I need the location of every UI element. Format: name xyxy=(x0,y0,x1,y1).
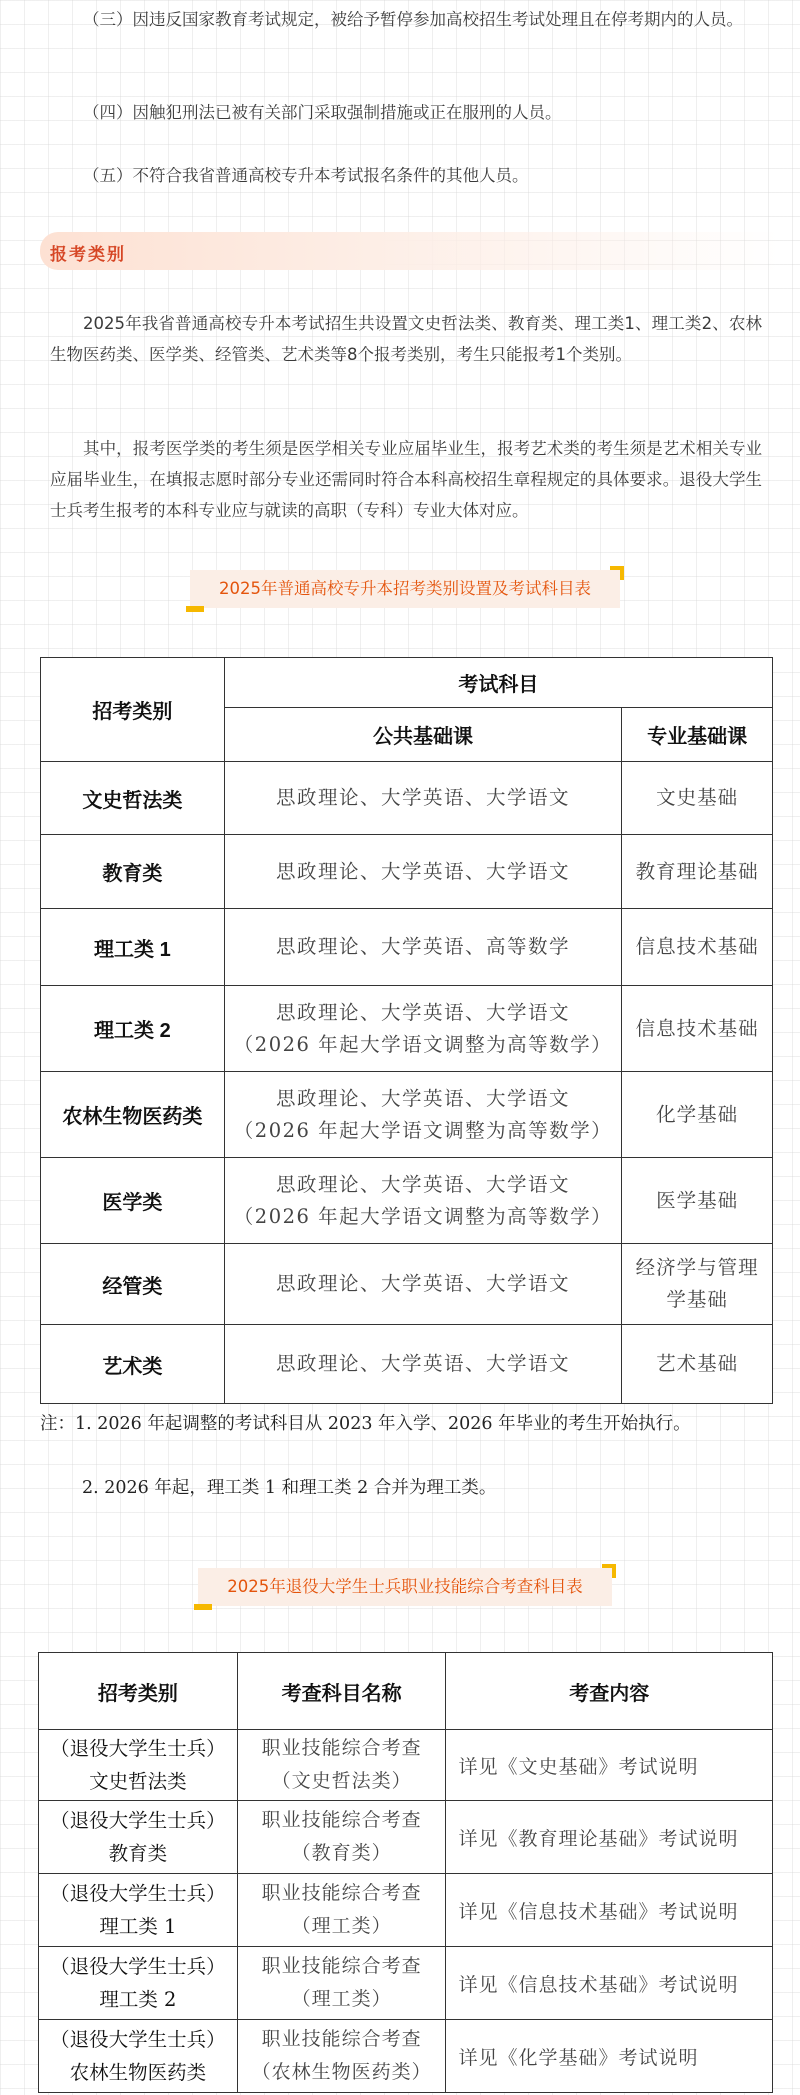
subject-line: （教育类） xyxy=(291,1842,392,1864)
subject-cell xyxy=(237,1874,446,1947)
table1-title: 2025年普通高校专升本招考类别设置及考试科目表 xyxy=(219,579,591,598)
subject-line: 职业技能综合考查 xyxy=(261,2028,422,2050)
banner-corner-decoration xyxy=(602,1564,616,1578)
content-cell: 详见《信息技术基础》考试说明 xyxy=(446,1874,773,1947)
public-course-cell xyxy=(224,1072,621,1158)
subject-cell xyxy=(237,1730,446,1801)
public-course-cell xyxy=(224,1158,621,1244)
note-2: 2. 2026 年起，理工类 1 和理工类 2 合并为理工类。 xyxy=(82,1478,497,1498)
table-row xyxy=(41,762,773,835)
special-course-cell xyxy=(622,1072,773,1158)
table-row xyxy=(41,1325,773,1404)
table1-title-banner xyxy=(190,570,620,608)
category-cell: 理工类 1 xyxy=(41,909,225,986)
content-cell: 详见《文史基础》考试说明 xyxy=(446,1730,773,1801)
public-course-line: （2026 年起大学语文调整为高等数学） xyxy=(233,1204,613,1228)
section-heading xyxy=(40,232,780,270)
special-course-cell xyxy=(622,1244,773,1325)
table-row xyxy=(41,835,773,909)
special-course-line: 文史基础 xyxy=(656,786,739,809)
category-line: （退役大学生士兵） xyxy=(50,2028,226,2051)
public-course-cell xyxy=(224,762,621,835)
table1-header-exam: 考试科目 xyxy=(224,658,772,708)
category-cell xyxy=(39,1801,238,1874)
public-course-line: 思政理论、大学英语、大学语文 xyxy=(275,786,570,809)
category-line: （退役大学生士兵） xyxy=(50,1737,226,1760)
subject-line: （文史哲法类） xyxy=(271,1770,412,1792)
table-row xyxy=(41,1158,773,1244)
special-course-cell xyxy=(622,835,773,909)
category-line: 教育类 xyxy=(108,1842,168,1865)
table-row xyxy=(39,2020,773,2093)
public-course-cell xyxy=(224,835,621,909)
special-course-line: 艺术基础 xyxy=(656,1352,739,1375)
table-row xyxy=(41,909,773,986)
public-course-cell xyxy=(224,909,621,986)
special-course-cell xyxy=(622,986,773,1072)
subject-line: 职业技能综合考查 xyxy=(261,1955,422,1977)
category-line: 农林生物医药类 xyxy=(69,2061,207,2084)
intro-paragraph-4: （四）因触犯刑法已被有关部门采取强制措施或正在服刑的人员。 xyxy=(83,103,562,122)
table1-header-category: 招考类别 xyxy=(41,658,225,762)
category-line: 文史哲法类 xyxy=(89,1770,187,1793)
intro-paragraph-5: （五）不符合我省普通高校专升本考试报名条件的其他人员。 xyxy=(83,166,529,185)
special-course-line: 医学基础 xyxy=(656,1188,739,1212)
subject-line: 职业技能综合考查 xyxy=(261,1737,422,1759)
category-cell xyxy=(39,1874,238,1947)
special-course-line: 学基础 xyxy=(666,1288,728,1311)
public-course-line: 思政理论、大学英语、大学语文 xyxy=(275,1000,570,1024)
table-row xyxy=(39,1874,773,1947)
public-course-cell xyxy=(224,1244,621,1325)
table2-header-subject: 考查科目名称 xyxy=(237,1653,446,1730)
public-course-line: （2026 年起大学语文调整为高等数学） xyxy=(233,1118,613,1142)
category-cell: 文史哲法类 xyxy=(41,762,225,835)
category-line: （退役大学生士兵） xyxy=(50,1809,226,1832)
special-course-line: 化学基础 xyxy=(656,1102,739,1126)
special-course-cell xyxy=(622,1325,773,1404)
banner-corner-decoration xyxy=(186,606,204,612)
public-course-cell xyxy=(224,1325,621,1404)
special-course-line: 经济学与管理 xyxy=(635,1256,759,1279)
table1-header-public: 公共基础课 xyxy=(224,708,621,762)
exam-subject-table xyxy=(40,657,773,1404)
subject-line: （理工类） xyxy=(291,1988,392,2010)
category-cell xyxy=(39,1730,238,1801)
special-course-line: 信息技术基础 xyxy=(635,1016,759,1040)
category-cell xyxy=(39,2020,238,2093)
category-cell: 医学类 xyxy=(41,1158,225,1244)
table-row xyxy=(41,986,773,1072)
subject-line: 职业技能综合考查 xyxy=(261,1809,422,1831)
category-cell: 农林生物医药类 xyxy=(41,1072,225,1158)
content-cell: 详见《化学基础》考试说明 xyxy=(446,2020,773,2093)
table2-title-banner xyxy=(198,1568,612,1606)
public-course-line: 思政理论、大学英语、高等数学 xyxy=(275,935,570,958)
table-row xyxy=(39,1947,773,2020)
category-cell: 经管类 xyxy=(41,1244,225,1325)
category-line: 理工类 1 xyxy=(99,1915,177,1938)
banner-corner-decoration xyxy=(194,1604,212,1610)
banner-corner-decoration xyxy=(610,566,624,580)
category-line: （退役大学生士兵） xyxy=(50,1882,226,1905)
table-row xyxy=(39,1801,773,1874)
veteran-exam-table xyxy=(38,1652,773,2093)
category-cell xyxy=(39,1947,238,2020)
special-course-cell xyxy=(622,762,773,835)
content-cell: 详见《教育理论基础》考试说明 xyxy=(446,1801,773,1874)
table2-title: 2025年退役大学生士兵职业技能综合考查科目表 xyxy=(227,1577,583,1596)
body-paragraph-2: 其中，报考医学类的考生须是医学相关专业应届毕业生，报考艺术类的考生须是艺术相关专业应届毕业生，在填报志愿时部分专业还需同时符合本科高校招生章程规定的具体要求。退役大学生士兵考生报考的本科专业应与就读的高职（专科）专业大体对应。 xyxy=(50,439,762,520)
special-course-cell xyxy=(622,1158,773,1244)
subject-line: （理工类） xyxy=(291,1915,392,1937)
category-cell: 艺术类 xyxy=(41,1325,225,1404)
table-row xyxy=(41,1072,773,1158)
subject-cell xyxy=(237,1947,446,2020)
table1-header-special: 专业基础课 xyxy=(622,708,773,762)
subject-line: 职业技能综合考查 xyxy=(261,1882,422,1904)
table-row xyxy=(39,1730,773,1801)
public-course-cell xyxy=(224,986,621,1072)
section-heading-label: 报考类别 xyxy=(50,245,126,265)
subject-cell xyxy=(237,1801,446,1874)
table-row xyxy=(41,1244,773,1325)
category-line: （退役大学生士兵） xyxy=(50,1955,226,1978)
note-1: 注：1. 2026 年起调整的考试科目从 2023 年入学、2026 年毕业的考生开始执行。 xyxy=(40,1414,691,1434)
special-course-line: 信息技术基础 xyxy=(635,935,759,958)
special-course-line: 教育理论基础 xyxy=(635,859,759,883)
public-course-line: 思政理论、大学英语、大学语文 xyxy=(275,1086,570,1110)
public-course-line: 思政理论、大学英语、大学语文 xyxy=(275,1272,570,1295)
public-course-line: （2026 年起大学语文调整为高等数学） xyxy=(233,1032,613,1056)
body-paragraph-1: 2025年我省普通高校专升本考试招生共设置文史哲法类、教育类、理工类1、理工类2、农林生物医药类、医学类、经管类、艺术类等8个报考类别，考生只能报考1个类别。 xyxy=(50,314,762,364)
table2-header-content: 考查内容 xyxy=(446,1653,773,1730)
category-cell: 教育类 xyxy=(41,835,225,909)
special-course-cell xyxy=(622,909,773,986)
subject-cell xyxy=(237,2020,446,2093)
category-cell: 理工类 2 xyxy=(41,986,225,1072)
public-course-line: 思政理论、大学英语、大学语文 xyxy=(275,1172,570,1196)
public-course-line: 思政理论、大学英语、大学语文 xyxy=(275,1352,570,1375)
public-course-line: 思政理论、大学英语、大学语文 xyxy=(275,859,570,883)
subject-line: （农林生物医药类） xyxy=(251,2061,432,2083)
category-line: 理工类 2 xyxy=(99,1988,177,2011)
table2-header-category: 招考类别 xyxy=(39,1653,238,1730)
intro-paragraph-3: （三）因违反国家教育考试规定，被给予暂停参加高校招生考试处理且在停考期内的人员。 xyxy=(83,10,743,29)
content-cell: 详见《信息技术基础》考试说明 xyxy=(446,1947,773,2020)
